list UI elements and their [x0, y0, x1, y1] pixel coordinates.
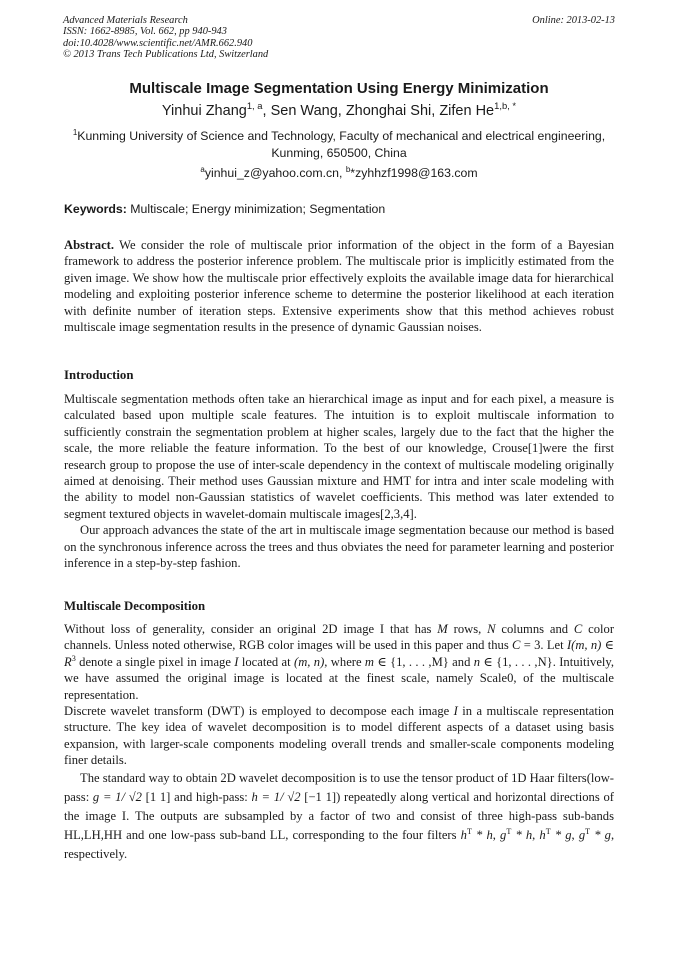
- author-name: Yinhui Zhang: [161, 103, 247, 119]
- paragraph: Without loss of generality, consider an original 2D image I that has M rows, N columns and C color channels. Unless noted otherwise, RGB color images will be used in this paper and thus C = 3. Let I(m, n) ∈ $R^3$ denote a single pixel in image I located at (m, n), where m ∈ {1, . . . ,M} and n ∈ {1, . . . ,N}. Intuitively, we have assumed the original image is located at the finest scale, namely Scale0, of the multiscale representation.: [64, 622, 615, 702]
- email-b: *zyhhzf1998@163.com: [350, 166, 478, 180]
- affiliation-line: Kunming, 650500, China: [271, 146, 407, 160]
- paragraph: The standard way to obtain 2D wavelet decomposition is to use the tensor product of 1D Haar filters(low-pass: g = 1/ √2 [1 1] and high-pass: h = 1/ √2 [−1 1]) repeatedly along vertical and horizontal directions of the image I. The outputs are subsampled by a factor of two and consist of three high-pass sub-bands HL,LH,HH and one low-pass sub-band LL, corresponding to the four filters $h^T$ * h, $g^T$ * h, $h^T$ * g, $g^T$ * g, respectively.: [64, 770, 615, 861]
- copyright-line: © 2013 Trans Tech Publications Ltd, Switzerland: [63, 49, 269, 61]
- section-heading-decomposition: Multiscale Decomposition: [64, 599, 206, 613]
- decomposition-body: [64, 621, 614, 864]
- running-header: [63, 15, 615, 61]
- equation-g: g = 1/ √2: [92, 789, 142, 804]
- author-superscript: 1,b, *: [494, 100, 517, 112]
- email-superscript: b: [345, 164, 351, 174]
- keywords-label: Keywords:: [64, 202, 127, 216]
- keywords-text: Multiscale; Energy minimization; Segmentation: [126, 202, 386, 216]
- author-superscript: 1, a: [246, 100, 263, 112]
- journal-name: Advanced Materials Research: [63, 15, 188, 26]
- author-names: , Sen Wang, Zhonghai Shi, Zifen He: [262, 103, 495, 119]
- abstract-text: We consider the role of multiscale prior information of the object in the form of a Bayesian framework to address the posterior inference problem. The multiscale prior is implicitly estimated from the given image. We show how the multiscale prior effectively exploits the available image data for hierarchical modeling and exploiting posterior inference scheme to determine the posterior likelihood at each iteration with definite number of iteration steps. Extensive experiments show that this method achieves robust multiscale image segmentation results in the presence of dynamic Gaussian noises.: [64, 238, 614, 335]
- author-list: [0, 100, 678, 119]
- online-date: Online: 2013-02-13: [532, 15, 615, 26]
- email-a: yinhui_z@yahoo.com.cn,: [204, 166, 346, 180]
- doi-line: doi:10.4028/www.scientific.net/AMR.662.940: [63, 37, 253, 49]
- introduction-body: [64, 391, 614, 571]
- affiliation-superscript: 1: [72, 127, 78, 137]
- affiliation-line: Kunming University of Science and Technology, Faculty of mechanical and electrical engineering,: [77, 129, 606, 143]
- issn-line: ISSN: 1662-8985, Vol. 662, pp 940-943: [63, 26, 227, 38]
- email-superscript: a: [200, 164, 205, 174]
- section-heading-introduction: Introduction: [64, 368, 134, 382]
- paper-title: Multiscale Image Segmentation Using Energy Minimization: [129, 80, 549, 97]
- email-line: [0, 166, 678, 180]
- keywords-line: [64, 202, 385, 216]
- affiliation: [50, 128, 628, 162]
- equation-h: h = 1/ √2: [251, 789, 301, 804]
- abstract-label: Abstract.: [64, 238, 115, 252]
- abstract: [64, 237, 614, 335]
- paragraph: Our approach advances the state of the art in multiscale image segmentation because our method is based on the synchronous inference across the trees and thus obviates the need for parameter learning and posterior inference in a step-by-step fashion.: [64, 523, 614, 571]
- paragraph: Discrete wavelet transform (DWT) is employed to decompose each image I in a multiscale representation structure. The key idea of wavelet decomposition is to model different aspects of a dataset using basis expansion, with larger-scale components modeling overall trends and smaller-scale components modeling finer details.: [64, 704, 614, 768]
- paragraph: Multiscale segmentation methods often take an hierarchical image as input and for each pixel, a measure is calculated based upon multiple scale features. The intuition is to exploit multiscale information to sufficiently constrain the segmentation problem at higher scales, largely due to the fact that the higher the scale, the more reliable the feature information. To the best of our knowledge, Crouse[1]were the first research group to propose the use of inter-scale dependency in the context of multiscale modeling originally aimed at denoising. Their method uses Gaussian mixture and HMT for intra and inter scale modeling with the ability to model non-Gaussian statistics of wavelet coefficients. This method was later extended to segment textured objects in wavelet-domain multiscale images[2,3,4].: [64, 392, 614, 521]
